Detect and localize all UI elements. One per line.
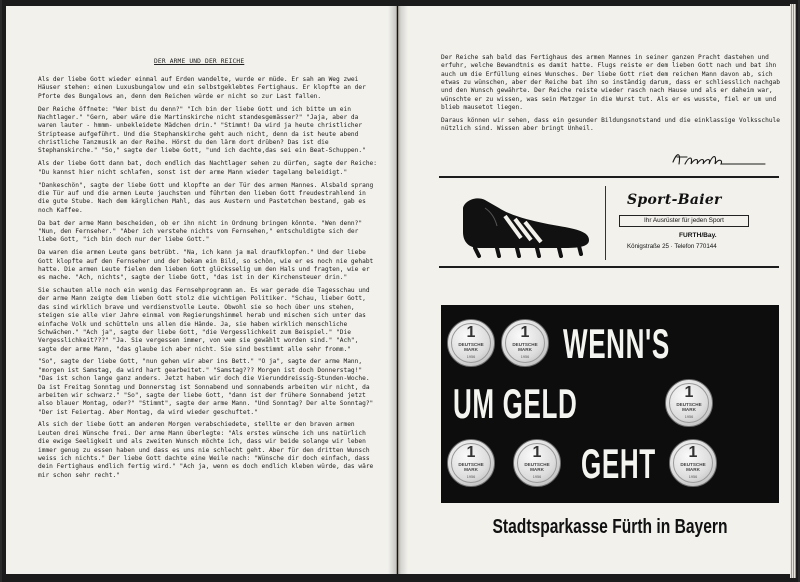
sport-baier-ad bbox=[441, 180, 779, 264]
ad-divider bbox=[605, 186, 606, 260]
football-boot-icon bbox=[455, 186, 595, 260]
story-paragraph: Als der liebe Gott dann bat, doch endlich das Nachtlager sehen zu dürfen, sagte der Reiche: "Du kannst hier nicht schlafen, sonst ist der arme Mann wieder tagelang beleidigt." bbox=[38, 160, 377, 176]
coin-one-mark: 1 DEUTSCHE MARK 1956 bbox=[669, 439, 717, 487]
sport-tagline: Ihr Ausrüster für jeden Sport bbox=[619, 215, 749, 227]
story-paragraph: Der Reiche sah bald das Fertighaus des armen Mannes in seiner ganzen Pracht dastehen und erfuhr, welche Bewandtnis es damit hatte. Flugs reiste er dem lieben Gott nach und bat ihn auch um die Erfüllung eines Wunsches. Der liebe Gott riet dem reichen Mann davon ab, sich etwas zu wünschen, aber der Reiche bat ihn so inständig darum, dass er schliesslich nachgab und den Wunsch gewährte. Der Reiche reiste wieder rasch nach Hause und als er daheim war, wünschte er zu wissen, was sein Metzger in die Wurst tut. Als er es wusste, fiel er um und blieb mausetot liegen. bbox=[441, 54, 780, 112]
coin-one-mark: 1 DEUTSCHE MARK 1956 bbox=[665, 379, 713, 427]
story-text-column bbox=[38, 76, 378, 484]
left-page bbox=[6, 6, 397, 574]
page-edges bbox=[790, 4, 796, 578]
story-paragraph: Daraus können wir sehen, dass ein gesunder Bildungsnotstand und die einklassige Volksschule nützlich sind. Wissen aber bringt Unheil. bbox=[441, 117, 780, 133]
story-paragraph: Der Reiche öffnete: "Wer bist du denn?" "Ich bin der liebe Gott und ich bitte um ein Nachtlager." "Gern, aber wäre die Martinskirche nicht standesgemässer?" "Jaja, aber da waren lauter - hmmm- unbekleidete Mädchen drin." "Stimmt! Da wird ja heute christlicher Striptease aufgeführt. Und die Stephanskirche geht auch nicht, denn da ist heute abend christliche Tanzmusik an der Reihe. Hörst du den lärm dort drüben? Das ist die Stephanskirche." "So," sagte der liebe Gott, "und ich dachte,das sei ein Beat-Schuppen." bbox=[38, 105, 366, 155]
author-signature bbox=[669, 148, 769, 170]
story-continuation-column bbox=[441, 54, 781, 138]
story-paragraph: Sie schauten alle noch ein wenig das Fernsehprogramm an. Es war gerade die Tagesschau und der arme Mann zeigte dem lieben Gott stolz die wichtigen Politiker. "Schau, lieber Gott, das sind wirklich brave und verdienstvolle Leute. Obwohl sie so hoch über uns stehen, steigen sie alle vier Jahre einmal vom Regierungshimmel herab und mischen sich unter das einfache Volk und schütteln uns allen die Hände. Ja, sie haben wirklich menschliche Schwächen." "Ach ja", sagte der liebe Gott, "die Vergesslichkeit zum Beispiel." "Die Vergesslichkeit???" "Ja. Sie vergessen immer, von wem sie gewählt worden sind." "Ach", sagte der arme Mann, "das glaube ich aber nicht. Sie sind bestimmt alle sehr fromm." bbox=[38, 287, 370, 353]
coin-one-mark: 1 DEUTSCHE MARK 1956 bbox=[447, 439, 495, 487]
story-paragraph: Als der liebe Gott wieder einmal auf Erden wandelte, wurde er müde. Er sah am Weg zwei Häuser stehen: einen Luxusbungalow und ein selbstgeklebtes Fertighaus. Er klopfte an der Pforte des Bungalows an, denn dem Reichen würde er nicht so zur Last fallen. bbox=[38, 76, 366, 100]
coin-one-mark: 1 DEUTSCHE MARK 1956 bbox=[447, 319, 495, 367]
right-page bbox=[398, 6, 795, 574]
story-paragraph: Da bat der arme Mann bescheiden, ob er ihn nicht in Ordnung bringen könnte. "Wen denn?" "Nun, den Fernseher." "Aber ich verstehe nichts vom Fernsehen," entschuldigte sich der liebe Gott, "ich bin doch nur der liebe Gott." bbox=[38, 219, 363, 244]
ad-top-rule bbox=[439, 176, 779, 178]
bank-name: Stadtsparkasse Fürth in Bayern bbox=[492, 516, 728, 538]
ad-bottom-rule bbox=[439, 266, 779, 268]
bank-ad-panel bbox=[441, 305, 779, 503]
sport-address: Königstraße 25 · Telefon 770144 bbox=[627, 243, 717, 250]
slogan-line-3: GEHT bbox=[581, 440, 656, 487]
story-title: DER ARME UND DER REICHE bbox=[154, 58, 245, 65]
slogan-line-2: UM GELD bbox=[453, 380, 578, 427]
sport-brand: Sport-Baier bbox=[627, 192, 722, 208]
coin-one-mark: 1 DEUTSCHE MARK 1956 bbox=[501, 319, 549, 367]
story-paragraph: "So", sagte der liebe Gott, "nun gehen wir aber ins Bett." "O ja", sagte der arme Mann, "morgen ist Samstag, da wird hart gearbeitet." "Samstag??? Morgen ist doch Donnerstag!" "Das ist schon lange ganz anders. Jetzt haben wir doch die Vierunddreissig-Stunden-Woche. Da ist Freitag Sonntag und Donnerstag ist Sonnabend und sonnabends arbeiten wir nicht, da arbeiten wir schwarz." "So", sagte der liebe Gott, "dann ist der frühere Sonnabend jetzt also blauer Montag, oder?" "Stimmt", sagte der arme Mann. "Und Sonntag? Der alte Sonntag?" "Der ist Feiertag. Aber Montag, da wird wieder geschuftet." bbox=[38, 358, 374, 416]
book-spread bbox=[2, 0, 798, 582]
slogan-line-1: WENN'S bbox=[563, 320, 670, 367]
story-paragraph: Da waren die armen Leute gans betrübt. "Na, ich kann ja mal draufklopfen." Und der liebe Gott klopfte auf den Fernseher und der bekam ein Bild, so schön, wie er es noch nie gehabt hatte. Die armen Leute fielen dem lieben Gott glücksselig um den Hals und fragten, wie er es mache. "Ach, nichts", sagte der liebe Gott, "das ist in der Kirchensteuer drin." bbox=[38, 249, 374, 282]
story-paragraph: "Dankeschön", sagte der liebe Gott und klopfte an der Tür des armen Mannes. Alsbald sprang die Tür auf und die armen Leute jauchsten und führten den lieben Gott freudestrahlend in die gute Stube. Nach dem kärglichen Mahl, das aus Austern und Pastetchen bestand, gab es noch Kaffee. bbox=[38, 181, 374, 214]
sport-city: FURTH/Bay. bbox=[679, 232, 717, 239]
story-paragraph: Als sich der liebe Gott am anderen Morgen verabschiedete, stellte er den braven armen Leuten drei Wünsche frei. Der arme Mann überlegte: "Als erstes wünsche ich uns natürlich die ewige Seeligkeit und als zweiten Wunsch möchte ich, dass wir beide solange wir leben immer genug zu essen haben und dass es uns nie schlecht geht. Aber für den dritten Wunsch weiss ich nichts." Der liebe Gott dachte eine Weile nach: "Wünsche dir doch einfach, dass dein Fertighaus endlich fertig wird." "Ach ja, wenn es doch endlich kleben würde, das wäre mir schon sehr recht." bbox=[38, 421, 374, 479]
coin-one-mark: 1 DEUTSCHE MARK 1956 bbox=[513, 439, 561, 487]
